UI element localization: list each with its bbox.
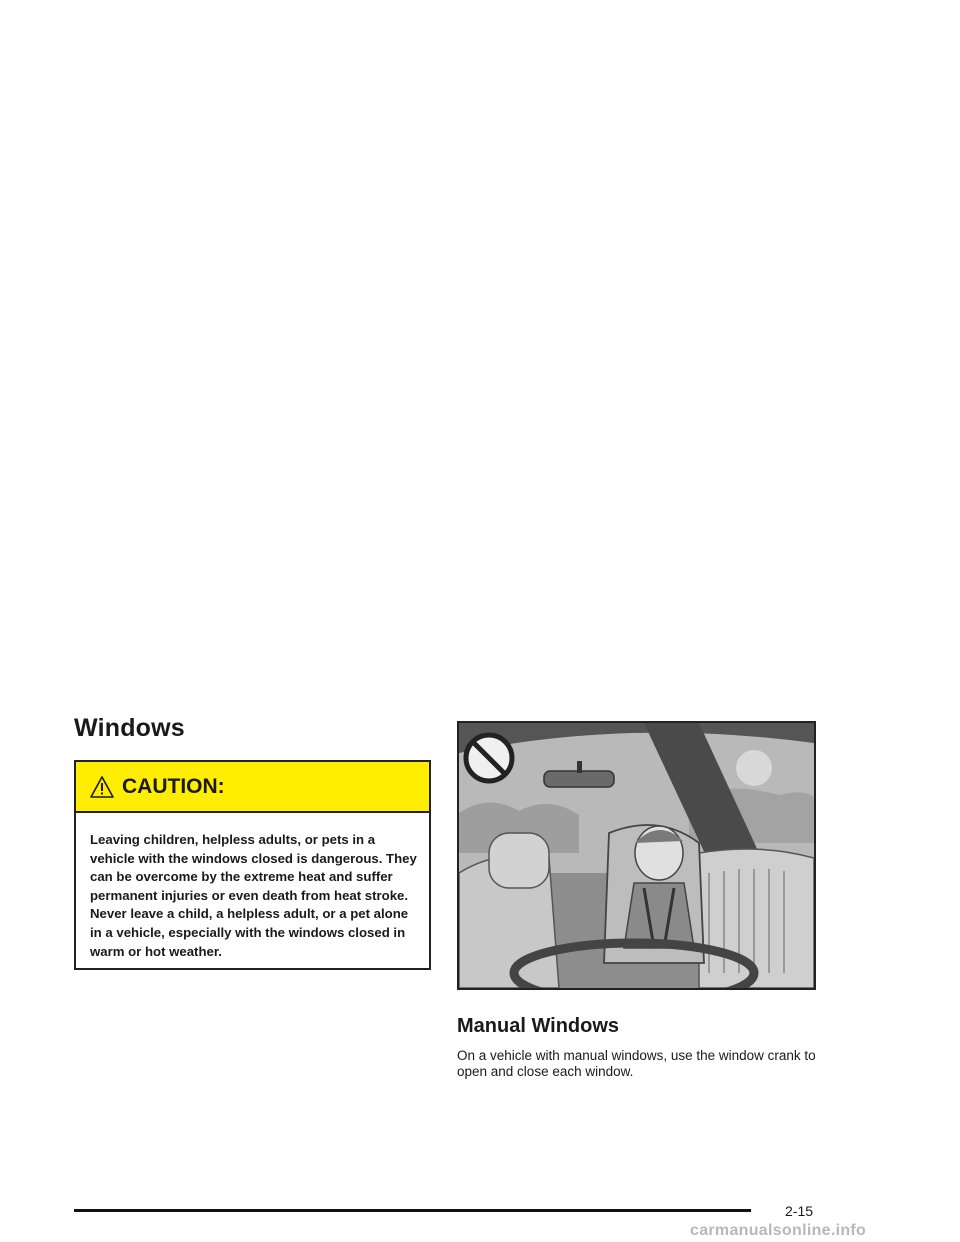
child-in-car-illustration bbox=[457, 721, 816, 990]
watermark: carmanualsonline.info bbox=[690, 1222, 867, 1239]
page-number: 2-15 bbox=[785, 1203, 814, 1219]
caution-text: Leaving children, helpless adults, or pets in a vehicle with the windows closed is dangerous. They can be overcome by the extreme heat and suffer permanent injuries or even death from heat stroke. Never leave a child, a helpless adult, or a pet alone in a vehicle, especially with the windows closed in warm or hot weather. bbox=[90, 832, 417, 959]
caution-label: CAUTION: bbox=[122, 774, 225, 798]
manual-windows-title: Manual Windows bbox=[457, 1015, 620, 1037]
warning-triangle-icon bbox=[90, 776, 114, 798]
footer-rule bbox=[74, 1209, 751, 1212]
manual-windows-text: On a vehicle with manual windows, use the window crank to open and close each window. bbox=[457, 1048, 816, 1079]
caution-header bbox=[76, 762, 429, 813]
caution-box bbox=[74, 760, 431, 970]
section-title: Windows bbox=[74, 714, 185, 742]
